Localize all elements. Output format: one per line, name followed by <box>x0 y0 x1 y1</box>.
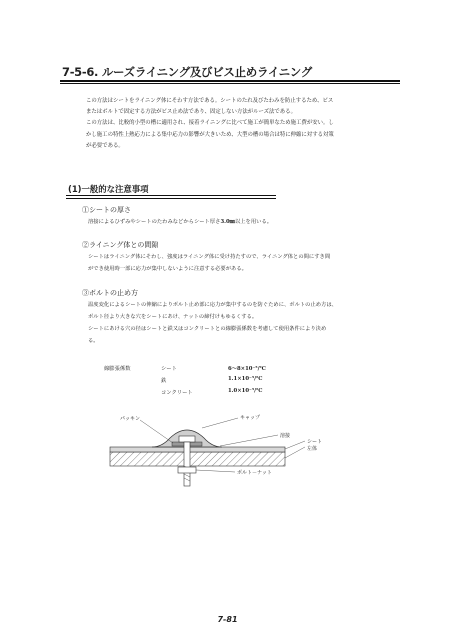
page-number: 7-81 <box>217 615 238 624</box>
subsection-title: (1)一般的な注意事項 <box>68 184 149 194</box>
text-segment: 溶接によるひずみやシートのたわみなどからシート厚さ <box>88 219 221 225</box>
emphasis-value: 3.0㎜ <box>220 219 235 225</box>
item-body-gap <box>88 251 408 275</box>
intro-line: かし施工の特性上熱応力による集中応力の影響が大きいため、大型の槽の場合は特に伸縮に対する対策 <box>86 131 334 138</box>
item-heading-sheet-thickness: ①シートの厚さ <box>82 206 131 214</box>
item-line <box>88 216 408 228</box>
bolt-fastening-diagram <box>100 408 340 498</box>
coefficient-value: 1.0×10⁻⁵/℃ <box>228 388 263 394</box>
item-line: シートにあける穴の径はシートと鉄又はコンクリートとの線膨張係数を考慮して使用条件により決め <box>88 326 327 332</box>
item-heading-bolt-fastening: ③ボルトの止め方 <box>82 289 138 297</box>
intro-line: またはボルトで固定する方法がビス止め法であり、固定しない方法がルーズ法である。 <box>86 109 296 116</box>
item-line: る。 <box>88 338 99 344</box>
item-line: ボルト径より大きな穴をシートにあけ、ナットの締付けもゆるくする。 <box>88 314 258 320</box>
bolt-head <box>179 436 195 442</box>
intro-line: が必要である。 <box>86 142 124 149</box>
label-bolt-nut: ボルト－ナット <box>237 470 272 476</box>
intro-line: この方法は、比較的小型の槽に適用され、接着ライニングに比べて施工が簡単なため施工費が安い。し <box>86 120 334 127</box>
item-heading-gap: ②ライニング体との間隙 <box>82 241 159 249</box>
label-sheet: シート <box>307 439 323 445</box>
coefficient-label: 線膨張係数 <box>104 366 131 372</box>
title-underline-thin <box>60 83 400 84</box>
lining-sheet <box>110 447 285 452</box>
coefficient-material: シート <box>161 366 177 372</box>
coefficient-material: 鉄 <box>161 378 167 384</box>
item-body-bolt-fastening <box>88 299 408 347</box>
subsection-underline-thin <box>66 198 276 199</box>
label-cap: キャップ <box>240 415 261 421</box>
item-line: シートはライニング体にそわし、強度はライニング体に受け持たすので、ライニング体との間にすき間 <box>88 254 331 260</box>
intro-line: この方法はシートをライニング体にそわす方法である。シートのたれ及びたわみを防止するため、ビス <box>86 98 334 104</box>
intro-paragraph <box>86 96 386 152</box>
label-packing: パッキン <box>120 416 140 422</box>
text-segment: 以上を用いる。 <box>234 219 273 225</box>
subsection-underline <box>66 195 276 196</box>
label-weld: 溶接 <box>280 433 291 439</box>
item-line: 温度変化によるシートの伸縮によりボルト止め部に応力が集中するのを防ぐために、ボルトの止め方は、 <box>88 302 337 308</box>
coefficient-value: 1.1×10⁻⁵/℃ <box>228 376 263 382</box>
title-underline <box>60 80 400 82</box>
section-title: 7-5-6. ルーズライニング及びビス止めライニング <box>62 65 312 79</box>
item-body-sheet-thickness <box>88 216 408 228</box>
item-line: ができ使用時一部に応力が集中しないように注意する必要がある。 <box>88 266 247 272</box>
label-body: 左体 <box>307 446 318 452</box>
nut <box>178 467 196 473</box>
body-plate <box>110 452 285 466</box>
coefficient-value: 6～8×10⁻⁵/℃ <box>228 366 266 372</box>
coefficient-material: コンクリート <box>161 390 193 396</box>
